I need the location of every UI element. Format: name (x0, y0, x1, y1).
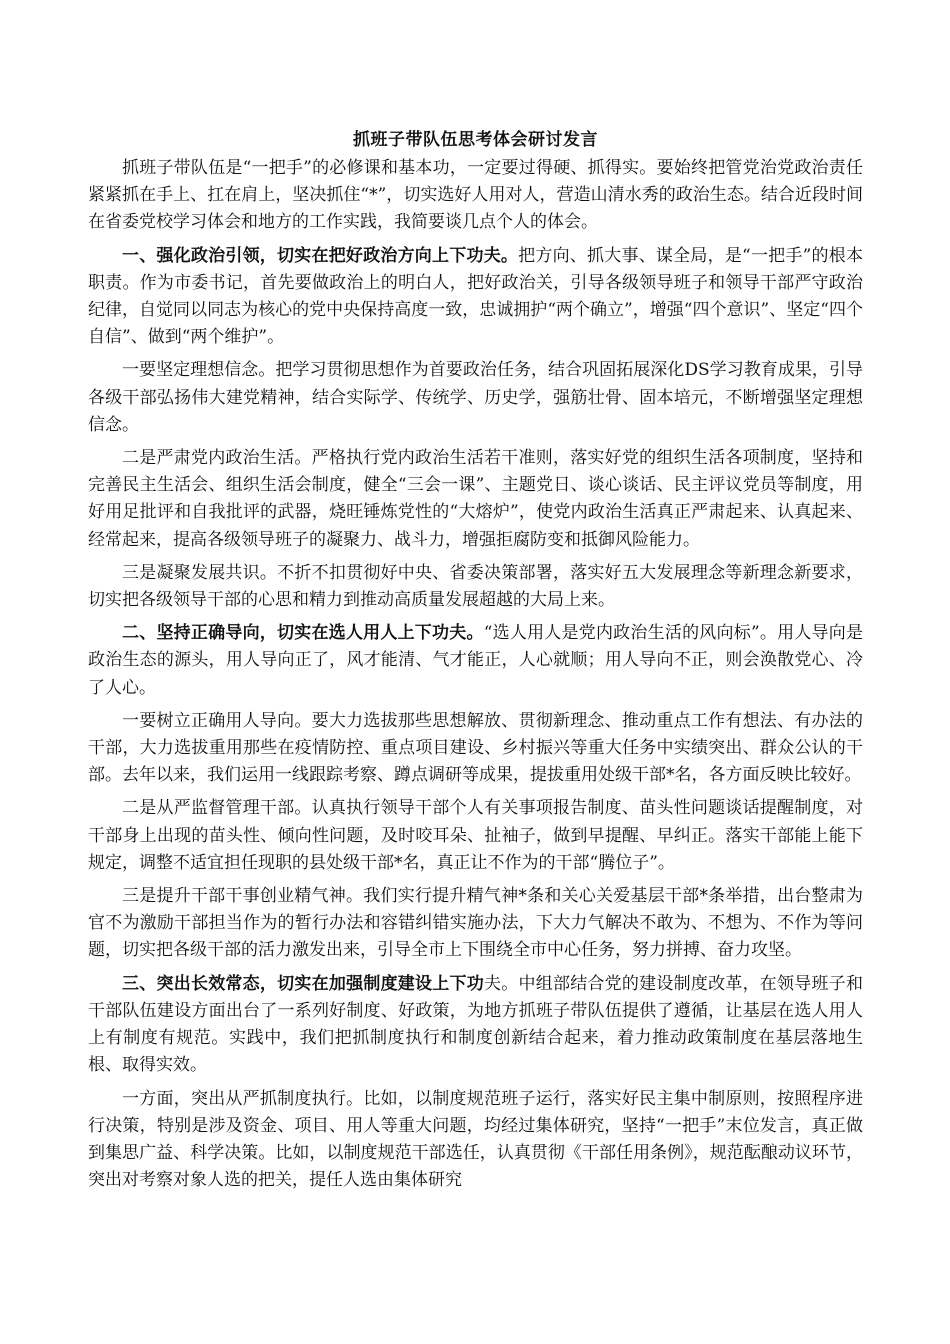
paragraph-text: 一要树立正确用人导向。要大力选拔那些思想解放、贯彻新理念、推动重点工作有想法、有办法的干部，大力选拔重用那些在疫情防控、重点项目建设、乡村振兴等重大任务中实绩突出、群众公认的干部。去年以来，我们运用一线跟踪考察、蹲点调研等成果，提拔重用处级干部*名，各方面反映比较好。 (88, 710, 863, 786)
section-heading-1: 一、强化政治引领，切实在把好政治方向上下功夫。 (122, 245, 519, 266)
paragraph-2-1 (88, 708, 863, 790)
paragraph-text: 抓班子带队伍是“一把手”的必修课和基本功，一定要过得硬、抓得实。要始终把管党治党政治责任紧紧抓在手上、扛在肩上，坚决抓住“*”，切实选好人用对人，营造山清水秀的政治生态。结合近段时间在省委党校学习体会和地方的工作实践，我简要谈几点个人的体会。 (88, 158, 863, 233)
paragraph-section-3 (88, 971, 863, 1080)
paragraph-3-1 (88, 1086, 863, 1195)
paragraph-text: “选人用人是党内政治生活的风向标”。用人导向是政治生态的源头，用人导向正了，风才能清、气才能正，人心就顺；用人导向不正，则会涣散党心、冷了人心。 (88, 623, 864, 698)
paragraph-text: 三是提升干部干事创业精气神。我们实行提升精气神*条和关心关爱基层干部*条举措，出台整肃为官不为激励干部担当作为的暂行办法和容错纠错实施办法，下大力气解决不敢为、不想为、不作为等问题，切实把各级干部的活力激发出来，引导全市上下围绕全市中心任务，努力拼搏、奋力攻坚。 (88, 886, 863, 961)
paragraph-1-1 (88, 357, 863, 439)
paragraph-text: 二是严肃党内政治生活。严格执行党内政治生活若干准则，落实好党的组织生活各项制度，坚持和完善民主生活会、组织生活会制度，健全“三会一课”、主题党日、谈心谈话、民主评议党员等制度，用好用足批评和自我批评的武器，烧旺锤炼党性的“大熔炉”，使党内政治生活真正严肃起来、认真起来、经常起来，提高各级领导班子的凝聚力、战斗力，增强拒腐防变和抵御风险能力。 (88, 448, 863, 550)
paragraph-2-2 (88, 795, 863, 877)
paragraph-section-1 (88, 243, 863, 352)
paragraph-2-3 (88, 883, 863, 965)
paragraph-text: 一要坚定理想信念。把学习贯彻思想作为首要政治任务，结合巩固拓展深化DS学习教育成果，引导各级干部弘扬伟大建党精神，结合实际学、传统学、历史学，强筋壮骨、固本培元，不断增强坚定理想信念。 (88, 360, 863, 435)
paragraph-text: 把方向、抓大事、谋全局，是“一把手”的根本职责。作为市委书记，首先要做政治上的明白人，把好政治关，引导各级领导班子和领导干部严守政治纪律，自觉同以同志为核心的党中央保持高度一致，忠诚拥护“两个确立”，增强“四个意识”、坚定“四个自信”、做到“两个维护”。 (88, 245, 863, 348)
paragraph-text: 二是从严监督管理干部。认真执行领导干部个人有关事项报告制度、苗头性问题谈话提醒制度，对干部身上出现的苗头性、倾向性问题，及时咬耳朵、扯袖子，做到早提醒、早纠正。落实干部能上能下规定，调整不适宜担任现职的县处级干部*名，真正让不作为的干部“腾位子”。 (88, 798, 863, 873)
document-title: 抓班子带队伍思考体会研讨发言 (353, 130, 598, 150)
section-heading-2: 二、坚持正确导向，切实在选人用人上下功夫。 (122, 623, 484, 644)
paragraph-text: 三是凝聚发展共识。不折不扣贯彻好中央、省委决策部署，落实好五大发展理念等新理念新要求，切实把各级领导干部的心思和精力到推动高质量发展超越的大局上来。 (88, 562, 863, 611)
section-heading-3: 三、突出长效常态，切实在加强制度建设上下功 (122, 973, 484, 994)
paragraph-1-2 (88, 445, 863, 554)
paragraph-section-2 (88, 620, 863, 702)
document-page (88, 126, 863, 1200)
paragraph-text: 一方面，突出从严抓制度执行。比如，以制度规范班子运行，落实好民主集中制原则，按照程序进行决策，特别是涉及资金、项目、用人等重大问题，均经过集体研究，坚持“一把手”末位发言，真正做到集思广益、科学决策。比如，以制度规范干部选任，认真贯彻《干部任用条例》，规范酝酿动议环节，突出对考察对象人选的把关，提任人选由集体研究 (88, 1088, 863, 1191)
paragraph-text: 夫。中组部结合党的建设制度改革，在领导班子和干部队伍建设方面出台了一系列好制度、好政策，为地方抓班子带队伍提供了遵循，让基层在选人用人上有制度有规范。实践中，我们把抓制度执行和制度创新结合起来，着力推动政策制度在基层落地生根、取得实效。 (88, 973, 863, 1076)
paragraph-intro (88, 155, 863, 237)
paragraph-1-3 (88, 560, 863, 614)
